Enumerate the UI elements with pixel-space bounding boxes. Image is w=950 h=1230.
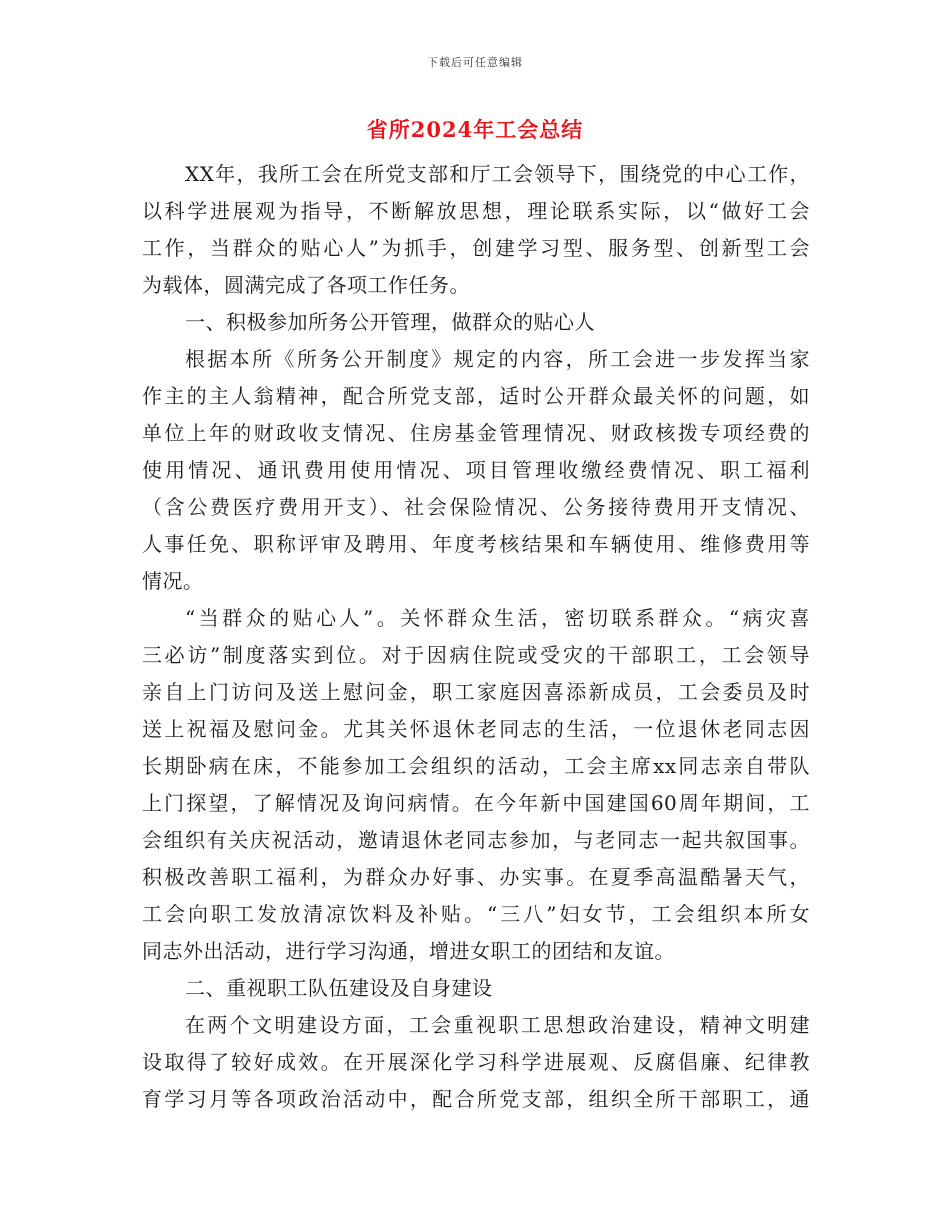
- paragraph-line: 在两个文明建设方面，工会重视职工思想政治建设，精神文明建: [185, 1013, 810, 1037]
- paragraph-line: 亲自上门访问及送上慰问金，职工家庭因喜添新成员，工会委员及时: [142, 680, 810, 704]
- paragraph-line: “当群众的贴心人”。关怀群众生活，密切联系群众。“病灾喜: [185, 606, 810, 630]
- paragraph-line: 工作，当群众的贴心人”为抓手，创建学习型、服务型、创新型工会: [142, 236, 810, 260]
- paragraph-line: 会组织有关庆祝活动，邀请退休老同志参加，与老同志一起共叙国事。: [142, 828, 810, 852]
- document-title: 省所2024年工会总结: [366, 117, 584, 142]
- paragraph-line: 使用情况、通讯费用使用情况、项目管理收缴经费情况、职工福利: [142, 458, 810, 482]
- paragraph-line: 长期卧病在床，不能参加工会组织的活动，工会主席xx同志亲自带队: [142, 754, 810, 778]
- paragraph-line: 上门探望，了解情况及询问病情。在今年新中国建国60周年期间，工: [142, 791, 810, 815]
- paragraph-line: 工会向职工发放清凉饮料及补贴。“三八”妇女节，工会组织本所女: [142, 902, 810, 926]
- paragraph-line: 设取得了较好成效。在开展深化学习科学进展观、反腐倡廉、纪律教: [142, 1050, 810, 1074]
- page-header-note: 下载后可任意编辑: [427, 56, 523, 69]
- paragraph-line: 人事任免、职称评审及聘用、年度考核结果和车辆使用、维修费用等: [142, 532, 810, 556]
- paragraph-line: 一、积极参加所务公开管理，做群众的贴心人: [185, 310, 595, 334]
- paragraph-line: 为载体，圆满完成了各项工作任务。: [142, 273, 470, 297]
- paragraph-line: 三必访”制度落实到位。对于因病住院或受灾的干部职工，工会领导: [142, 643, 810, 667]
- paragraph-line: 作主的主人翁精神，配合所党支部，适时公开群众最关怀的问题，如: [142, 384, 810, 408]
- paragraph-line: 情况。: [142, 569, 204, 593]
- paragraph-line: XX年，我所工会在所党支部和厅工会领导下，围绕党的中心工作，: [185, 162, 810, 186]
- paragraph-line: 育学习月等各项政治活动中，配合所党支部，组织全所干部职工，通: [142, 1087, 810, 1111]
- paragraph-line: 积极改善职工福利，为群众办好事、办实事。在夏季高温酷暑天气，: [142, 865, 810, 889]
- document-body: [142, 156, 810, 1118]
- paragraph-line: 以科学进展观为指导，不断解放思想，理论联系实际，以“做好工会: [142, 199, 810, 223]
- paragraph-line: 二、重视职工队伍建设及自身建设: [185, 976, 493, 1000]
- paragraph-line: 根据本所《所务公开制度》规定的内容，所工会进一步发挥当家: [185, 347, 810, 371]
- paragraph-line: 同志外出活动，进行学习沟通，增进女职工的团结和友谊。: [142, 939, 675, 963]
- paragraph-line: 单位上年的财政收支情况、住房基金管理情况、财政核拨专项经费的: [142, 421, 810, 445]
- paragraph-line: 送上祝福及慰问金。尤其关怀退休老同志的生活，一位退休老同志因: [142, 717, 810, 741]
- paragraph-line: （含公费医疗费用开支）、社会保险情况、公务接待费用开支情况、: [142, 495, 810, 519]
